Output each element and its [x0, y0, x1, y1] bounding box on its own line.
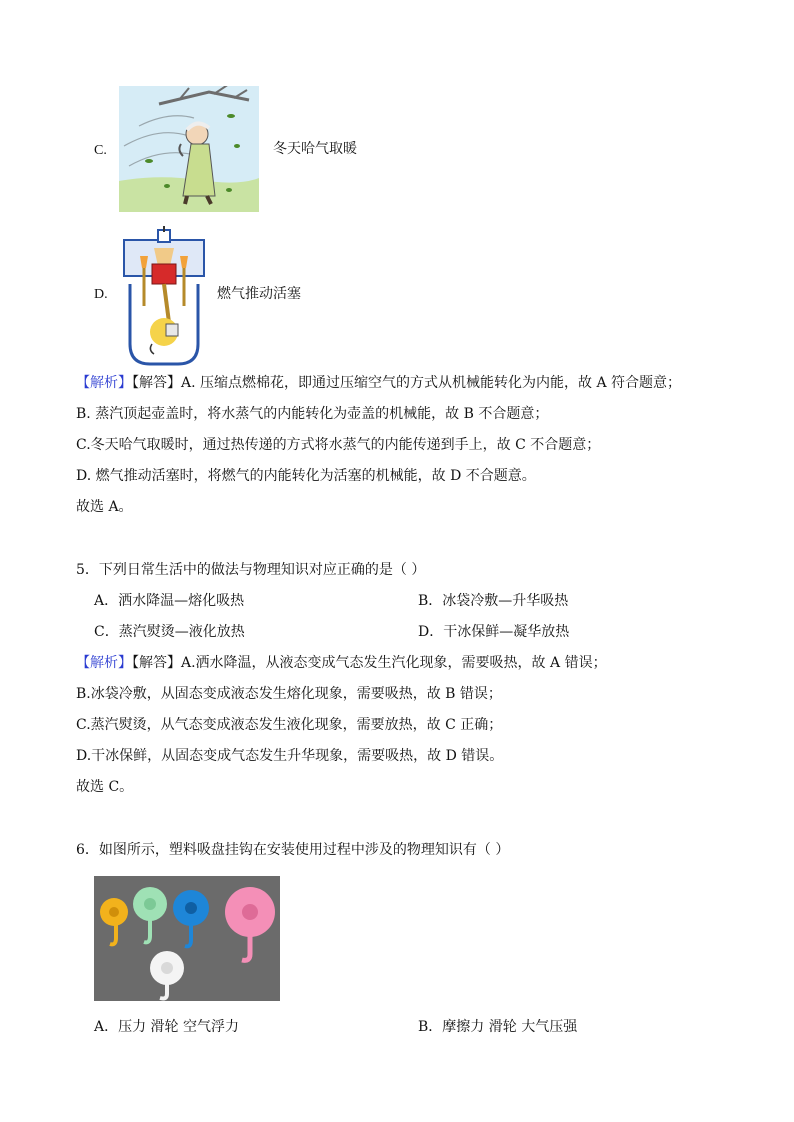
option-d-label: D.	[94, 287, 108, 302]
q4-analysis-line-3: C.冬天哈气取暖时，通过热传递的方式将水蒸气的内能传递到手上，故 C 不合题意；	[76, 437, 601, 453]
q5-analysis-tag: 【解析】	[76, 655, 132, 671]
q6-stem: 6．如图所示，塑料吸盘挂钩在安装使用过程中涉及的物理知识有（ ）	[76, 842, 510, 858]
q5-conclusion: 故选 C。	[76, 779, 134, 795]
q5-analysis-line-1	[76, 653, 607, 673]
q5-analysis-line-1-text: 【解答】A.洒水降温，从液态变成气态发生汽化现象，需要吸热，故 A 错误；	[132, 655, 607, 671]
q6-option-a: A．压力 滑轮 空气浮力	[94, 1019, 240, 1035]
q5-option-c: C．蒸汽熨烫—液化放热	[94, 624, 245, 640]
q5-option-d: D．干冰保鲜—凝华放热	[418, 624, 570, 640]
option-c-illustration	[119, 86, 259, 212]
q4-analysis-tag: 【解析】	[76, 375, 132, 391]
q4-analysis-line-2: B. 蒸汽顶起壶盖时，将水蒸气的内能转化为壶盖的机械能，故 B 不合题意；	[76, 406, 549, 422]
option-c-label: C.	[94, 143, 107, 158]
q6-option-b: B．摩擦力 滑轮 大气压强	[418, 1019, 578, 1035]
q4-analysis-line-4: D. 燃气推动活塞时，将燃气的内能转化为活塞的机械能，故 D 不合题意。	[76, 468, 536, 484]
q4-analysis-line-1	[76, 373, 681, 393]
q5-analysis-line-3: C.蒸汽熨烫，从气态变成液态发生液化现象，需要放热，故 C 正确；	[76, 717, 503, 733]
q5-analysis-line-2: B.冰袋冷敷，从固态变成液态发生熔化现象，需要吸热，故 B 错误；	[76, 686, 502, 702]
q5-analysis-line-4: D.干冰保鲜，从固态变成气态发生升华现象，需要吸热，故 D 错误。	[76, 748, 504, 764]
option-d-engine-diagram	[118, 226, 210, 368]
option-d-text: 燃气推动活塞	[217, 286, 301, 302]
q5-stem: 5．下列日常生活中的做法与物理知识对应正确的是（ ）	[76, 562, 426, 578]
q5-option-a: A．洒水降温—熔化吸热	[94, 593, 245, 609]
q4-analysis-line-1-text: 【解答】A. 压缩点燃棉花，即通过压缩空气的方式从机械能转化为内能，故 A 符合题意；	[132, 375, 682, 391]
q4-conclusion: 故选 A。	[76, 499, 133, 515]
q6-suction-hooks-photo	[94, 876, 280, 1001]
q5-option-b: B．冰袋冷敷—升华吸热	[418, 593, 569, 609]
option-c-text: 冬天哈气取暖	[273, 141, 357, 157]
